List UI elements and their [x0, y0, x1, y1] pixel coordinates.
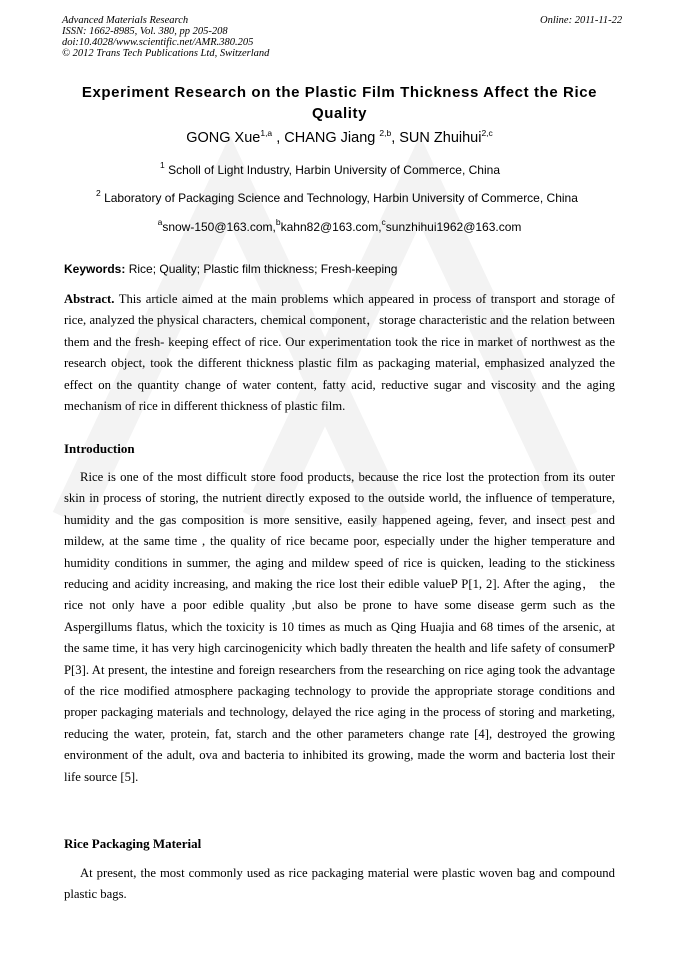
author-emails	[64, 217, 615, 234]
affiliation-text: Scholl of Light Industry, Harbin University of Commerce, China	[168, 163, 500, 177]
introduction-paragraph: Rice is one of the most difficult store food products, because the rice lost the protection from its outer skin in process of storing, the nutrient directly exposed to the outside world, the influence of temperature, humidity and the gas composition is more sensitive, easily happened ageing, fever, and insect pest and mildew, at the same time , the quality of rice became poor, especially under the higher temperature and humidity conditions in summer, the aging and mildew speed of rice is quicken, leading to the stickiness reducing and acidity increasing, and making the rice lost their edible valueP P[1, 2]. After the aging， the rice not only have a poor edible quality ,but also be prone to have some disease germ such as the Aspergillums flatus, which the toxicity is 10 times as much as Qing Huajia and 68 times of the arsenic, at the same time, it has very high carcinogenicity which badly threaten the health and life safety of consumerP P[3]. At present, the intestine and foreign researchers from the researching on rice aging took the advantage of the rice modified atmosphere packaging technology to provide the appropriate storage conditions and proper packaging materials and technology, delayed the rice aging in the process of storing and marketing, reducing the water, protein, fat, starch and the other parameters change rate [4], destroyed the growing environment of the adult, ova and bacteria to inhibited its growing, made the worm and bacteria lost their life source [5].	[64, 470, 615, 784]
abstract-text: This article aimed at the main problems which appeared in process of transport and storage of rice, analyzed the physical characters, chemical component，storage characteristic and the relation between them and the fresh- keeping effect of rice. Our experimentation took the rice in market of northwest as the research object, took the different thickness plastic film as packaging material, emphasized analyzed the effect on the quantity change of water content, fatty acid, reductive sugar and viscosity and the aging mechanism of rice in different thickness of plastic film.	[64, 292, 615, 414]
abstract-label: Abstract.	[64, 292, 115, 306]
issn-line: ISSN: 1662-8985, Vol. 380, pp 205-208	[62, 26, 228, 37]
abstract-paragraph	[64, 289, 615, 417]
author-affil-sup: 2,c	[481, 128, 493, 138]
email-address: sunzhihui1962@163.com	[385, 220, 522, 234]
email-address: kahn82@163.com,	[280, 220, 382, 234]
author-name: CHANG Jiang	[284, 130, 376, 146]
email-address: snow-150@163.com,	[162, 220, 276, 234]
author-name: GONG Xue	[186, 130, 261, 146]
affiliation-2	[96, 188, 578, 205]
affiliation-sup: 1	[160, 160, 165, 170]
copyright-line: © 2012 Trans Tech Publications Ltd, Switzerland	[62, 48, 270, 59]
author-affil-sup: 1,a	[260, 128, 273, 138]
affiliation-sup: 2	[96, 188, 101, 198]
doi-line: doi:10.4028/www.scientific.net/AMR.380.205	[62, 37, 254, 48]
online-date: Online: 2011-11-22	[540, 15, 623, 26]
author-affil-sup: 2,b	[379, 128, 392, 138]
keywords-text: Rice; Quality; Plastic film thickness; Fresh-keeping	[125, 262, 398, 276]
paper-title: Experiment Research on the Plastic Film Thickness Affect the Rice Quality	[81, 84, 598, 122]
section-heading-introduction: Introduction	[64, 441, 135, 456]
author-list: GONG Xue$^{1,a}$ , CHANG Jiang $^{2,b}$, SUN Zhuihui$^{2,c}$	[186, 128, 493, 146]
email-sup: c	[381, 217, 386, 227]
author-name: SUN Zhuihui	[399, 130, 482, 146]
keywords-line	[64, 262, 397, 276]
keywords-label: Keywords:	[64, 262, 126, 276]
affiliation-text: Laboratory of Packaging Science and Technology, Harbin University of Commerce, China	[104, 191, 578, 205]
journal-header	[62, 15, 269, 59]
packaging-paragraph: At present, the most commonly used as rice packaging material were plastic woven bag and compound plastic bags.	[64, 866, 615, 902]
affiliation-1	[160, 160, 500, 177]
email-sup: b	[275, 217, 281, 227]
journal-name: Advanced Materials Research	[62, 15, 189, 26]
email-sup: a	[157, 217, 163, 227]
section-heading-packaging: Rice Packaging Material	[64, 836, 202, 851]
